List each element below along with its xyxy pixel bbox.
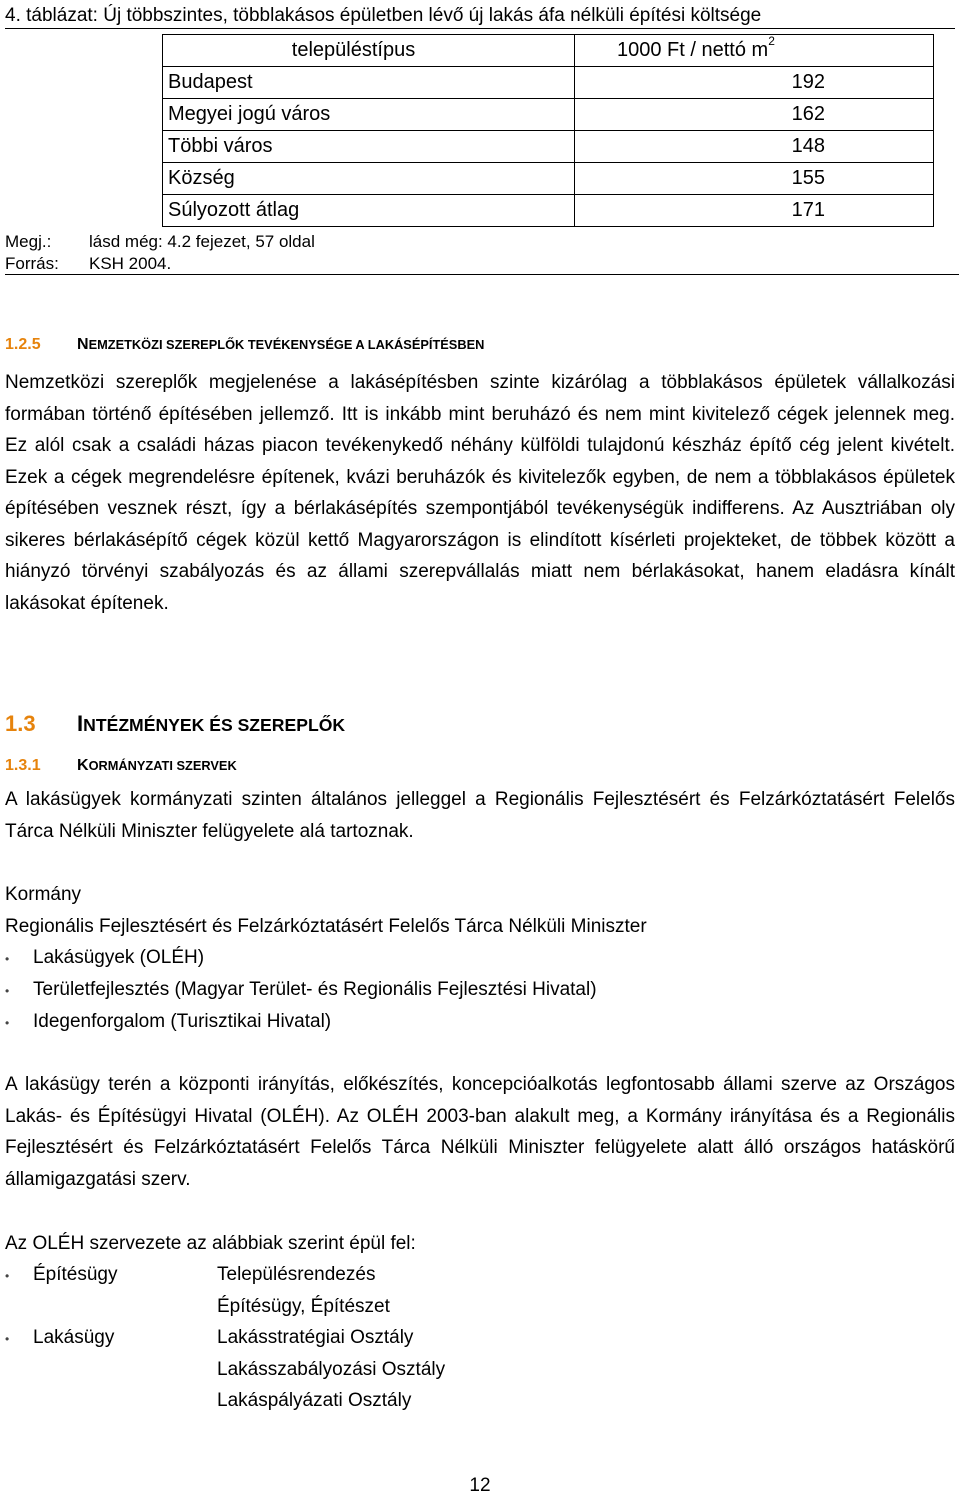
list-item: Lakásügyek (OLÉH) [33, 947, 205, 968]
paragraph-oleh: A lakásügy terén a központi irányítás, előkészítés, koncepcióalkotás legfontosabb állami szerve az Országos Lakás- és Építésügyi Hivatal (OLÉH). Az OLÉH 2003-ban alakult meg, a Kormány irányítása és a Regionális Fejlesztésért és Felzárkóztatásért Felelős Tárca Nélküli Miniszter felügyelete alatt álló országos hatáskörű államigazgatási szerv. [5, 1074, 955, 1190]
table-cell-value: 148 [575, 131, 934, 163]
org-department: Lakáspályázati Osztály [217, 1390, 412, 1411]
table-cell-value: 171 [575, 195, 934, 227]
table-cell-type: Budapest [163, 67, 575, 99]
oleh-structure-intro: Az OLÉH szervezete az alábbiak szerint épül fel: [5, 1233, 416, 1254]
cost-table [162, 34, 934, 227]
org-department: Településrendezés [217, 1264, 376, 1285]
section-heading-1-3-1 [5, 757, 237, 775]
org-department: Lakásstratégiai Osztály [217, 1327, 414, 1348]
table-row [163, 99, 934, 131]
paragraph-international-actors: Nemzetközi szereplők megjelenése a lakásépítésben szinte kizárólag a többlakásos épületek vállalkozási formában történő építésében jellemző. Itt is inkább mint beruházó és nem mint kivitelező cégek jelennek meg. Ez alól csak a családi házas piacon tevékenykedő néhány külföldi tulajdonú készház építő cég jelent kivételt. Ezek a cégek megrendelésre építenek, kvázi beruházók és kivitelezők egyben, de nem a többlakásos épületek építésében vesznek részt, így a bérlakásépítés szempontjából tevékenységük indifferens. Az Ausztriában oly sikeres bérlakásépítő cégek közül kettő Magyarországon is elindított kísérleti projekteket, de többek között a hiányzó törvényi szabályozás és az állami szerepvállalás miatt nem bérlakásokat, hanem eladásra kínált lakásokat építenek. [5, 372, 955, 614]
section-number: 1.3 [5, 711, 36, 736]
table-row [163, 163, 934, 195]
bullet-icon: • [5, 1332, 10, 1346]
section-title-initial: N [77, 336, 89, 353]
section-title-rest: EMZETKÖZI SZEREPLŐK TEVÉKENYSÉGE A LAKÁSÉPÍTÉSBEN [88, 337, 485, 352]
table-row [163, 67, 934, 99]
bullet-icon: • [5, 952, 10, 966]
header-unit-sup: 2 [768, 34, 775, 49]
org-unit: Lakásügy [33, 1327, 115, 1348]
page-number: 12 [469, 1475, 491, 1496]
note-megj [5, 231, 315, 253]
paragraph-government-level: A lakásügyek kormányzati szinten általános jelleggel a Regionális Fejlesztésért és Felzárkóztatásért Felelős Tárca Nélküli Miniszter felügyelete alá tartoznak. [5, 789, 955, 842]
section-title-rest: ORMÁNYZATI SZERVEK [88, 758, 237, 773]
section-heading-1-3 [5, 711, 345, 737]
kormany-label: Kormány [5, 884, 82, 905]
section-number: 1.3.1 [5, 757, 41, 774]
table-cell-type: Megyei jogú város [163, 99, 575, 131]
table-cell-value: 192 [575, 67, 934, 99]
table-cell-value: 162 [575, 99, 934, 131]
note-megj-text: lásd még: 4.2 fejezet, 57 oldal [89, 232, 315, 251]
table-cell-type: Súlyozott átlag [163, 195, 575, 227]
note-forras-text: KSH 2004. [89, 254, 172, 273]
bullet-icon: • [5, 1269, 10, 1283]
note-megj-label: Megj.: [5, 232, 52, 251]
note-forras [5, 253, 171, 275]
section-title-initial: I [77, 711, 84, 736]
section-title-rest: NTÉZMÉNYEK ÉS SZEREPLŐK [83, 715, 346, 735]
header-settlement-type: településtípus [163, 35, 575, 67]
miniszter-label: Regionális Fejlesztésért és Felzárkóztatásért Felelős Tárca Nélküli Miniszter [5, 916, 647, 937]
table-cell-value: 155 [575, 163, 934, 195]
section-title-initial: K [77, 757, 89, 774]
table-row [163, 131, 934, 163]
table-row [163, 195, 934, 227]
bullet-icon: • [5, 984, 10, 998]
table-caption: 4. táblázat: Új többszintes, többlakásos épületben lévő új lakás áfa nélküli építési költsége [5, 4, 955, 29]
table-cell-type: Község [163, 163, 575, 195]
list-item: Területfejlesztés (Magyar Terület- és Regionális Fejlesztési Hivatal) [33, 979, 597, 1000]
table-cell-type: Többi város [163, 131, 575, 163]
table-header-row [163, 35, 934, 67]
section-number: 1.2.5 [5, 336, 41, 353]
org-department: Építésügy, Építészet [217, 1296, 390, 1317]
header-unit [575, 35, 934, 67]
org-unit: Építésügy [33, 1264, 118, 1285]
list-item: Idegenforgalom (Turisztikai Hivatal) [33, 1011, 332, 1032]
org-department: Lakásszabályozási Osztály [217, 1359, 446, 1380]
bullet-icon: • [5, 1016, 10, 1030]
section-heading-1-2-5 [5, 336, 484, 354]
divider [5, 274, 959, 275]
header-unit-text: 1000 Ft / nettó m [617, 39, 769, 61]
note-forras-label: Forrás: [5, 254, 59, 273]
